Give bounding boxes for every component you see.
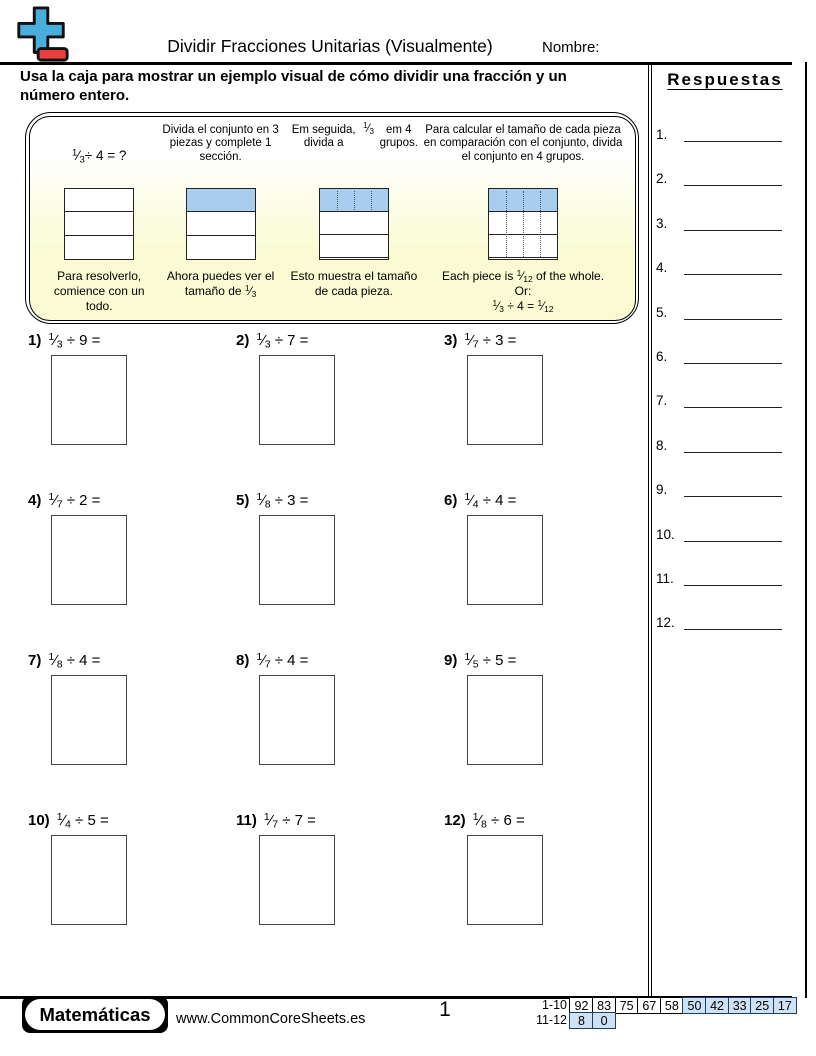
answer-item — [656, 610, 782, 630]
answer-blank-line[interactable] — [684, 432, 782, 453]
problem-number: 3) — [444, 332, 458, 349]
answer-number: 10. — [656, 527, 675, 542]
fraction: $^1⁄_3$ — [363, 120, 374, 136]
problem-expression: 7) $^1⁄_8 \div 4$ = — [28, 650, 101, 671]
problem-item — [236, 332, 436, 445]
fraction: $^1⁄_8$ — [472, 810, 487, 831]
problem-number: 6) — [444, 492, 458, 509]
example-model-square — [186, 188, 256, 260]
problem-item — [28, 652, 228, 765]
fraction: $^1⁄_7$ — [464, 330, 479, 351]
fraction: $^1⁄_7$ — [256, 650, 271, 671]
example-caption: Para resolverlo, comience con un todo. — [53, 268, 145, 313]
score-cell: 0 — [592, 1012, 616, 1029]
work-box[interactable] — [259, 355, 335, 445]
fraction: $^1⁄_4$ — [56, 810, 71, 831]
model-row — [320, 212, 388, 235]
fraction: $^1⁄_3$ — [492, 297, 504, 314]
answer-item — [656, 122, 782, 142]
fraction: $^1⁄_8$ — [48, 650, 63, 671]
score-cell: 25 — [750, 997, 774, 1014]
example-caption: Each piece is $^1⁄_{12}$ of the whole. Or: $^1⁄_3 \div 4$ = $^1⁄_{12}$ — [441, 267, 605, 314]
answers-panel — [652, 118, 794, 663]
problem-number: 2) — [236, 332, 250, 349]
page-number: 1 — [439, 998, 451, 1021]
score-cell: 92 — [569, 997, 593, 1014]
page-title: Dividir Fracciones Unitarias (Visualmente) — [167, 36, 493, 56]
problem-number: 8) — [236, 652, 250, 669]
example-caption: Ahora puedes ver el tamaño de $^1⁄_3$ — [166, 268, 275, 299]
score-cell: 8 — [569, 1012, 593, 1029]
problem-item — [28, 332, 228, 445]
problems-grid — [0, 330, 648, 952]
problem-expression: 3) $^1⁄_7 \div 3$ = — [444, 330, 517, 351]
problem-expression: 6) $^1⁄_4 \div 4$ = — [444, 490, 517, 511]
brand-label: Matemáticas — [25, 999, 165, 1030]
example-column — [424, 124, 623, 320]
answer-number: 7. — [656, 393, 668, 408]
score-cell: 67 — [637, 997, 661, 1014]
answer-number: 8. — [656, 438, 668, 453]
work-box[interactable] — [467, 675, 543, 765]
answer-number: 1. — [656, 127, 668, 142]
problem-item — [28, 492, 228, 605]
answer-number: 11. — [656, 571, 674, 586]
instructions-text: Usa la caja para mostrar un ejemplo visual de cómo dividir una fracción y un número entero. — [20, 68, 567, 104]
score-cell: 83 — [592, 997, 616, 1014]
problem-number: 7) — [28, 652, 42, 669]
example-model-square — [64, 188, 134, 260]
example-column — [157, 124, 284, 320]
answer-item — [656, 433, 782, 453]
problem-item — [236, 652, 436, 765]
dotted-group-lines — [489, 189, 557, 259]
model-row — [187, 236, 255, 259]
fraction: $^1⁄_4$ — [464, 490, 479, 511]
answer-item — [656, 166, 782, 186]
website-text: www.CommonCoreSheets.es — [176, 1011, 366, 1027]
answer-item — [656, 522, 782, 542]
problem-number: 9) — [444, 652, 458, 669]
work-box[interactable] — [467, 835, 543, 925]
answer-item — [656, 300, 782, 320]
right-border-line — [805, 62, 807, 998]
work-box[interactable] — [51, 675, 127, 765]
answer-number: 2. — [656, 171, 668, 186]
work-box[interactable] — [467, 515, 543, 605]
score-cell: 33 — [728, 997, 752, 1014]
example-caption: Esto muestra el tamaño de cada pieza. — [290, 268, 418, 298]
problem-expression: 11) $^1⁄_7 \div 7$ = — [236, 810, 316, 831]
problem-expression: 9) $^1⁄_5 \div 5$ = — [444, 650, 517, 671]
fraction: $^1⁄_8$ — [256, 490, 271, 511]
answer-blank-line[interactable] — [684, 609, 782, 630]
example-model-square — [319, 188, 389, 260]
brand-badge — [22, 996, 168, 1033]
problem-expression: 8) $^1⁄_7 \div 4$ = — [236, 650, 309, 671]
model-row — [65, 212, 133, 236]
problem-number: 1) — [28, 332, 42, 349]
score-cell: 50 — [682, 997, 706, 1014]
answer-item — [656, 211, 782, 231]
problem-number: 10) — [28, 812, 50, 829]
answers-title: Respuestas — [667, 70, 783, 89]
work-box[interactable] — [51, 515, 127, 605]
problem-number: 12) — [444, 812, 466, 829]
problem-number: 4) — [28, 492, 42, 509]
model-row — [187, 189, 255, 213]
fraction: $^1⁄_3$ — [244, 282, 257, 299]
problem-number: 5) — [236, 492, 250, 509]
answer-item — [656, 255, 782, 275]
score-cell: 42 — [705, 997, 729, 1014]
problem-expression: 5) $^1⁄_8 \div 3$ = — [236, 490, 309, 511]
problem-expression: 4) $^1⁄_7 \div 2$ = — [28, 490, 101, 511]
fraction: $^1⁄_5$ — [464, 650, 479, 671]
answer-number: 12. — [656, 615, 675, 630]
answer-number: 4. — [656, 260, 668, 275]
answer-item — [656, 344, 782, 364]
answer-blank-line[interactable] — [684, 210, 782, 231]
answer-blank-line[interactable] — [684, 121, 782, 142]
fraction: $^1⁄_{12}$ — [516, 267, 533, 284]
problem-item — [236, 812, 436, 925]
fraction: $^1⁄_3$ — [72, 147, 85, 166]
score-cell: 75 — [615, 997, 639, 1014]
example-model-square — [488, 188, 558, 260]
work-box[interactable] — [259, 675, 335, 765]
example-step-text: Para calcular el tamaño de cada pieza en comparación con el conjunto, divida el conjunto en 4 grupos. — [423, 123, 623, 163]
answer-blank-line[interactable] — [684, 343, 782, 364]
fraction: $^1⁄_{12}$ — [537, 297, 554, 314]
problem-number: 11) — [236, 812, 257, 829]
answer-blank-line[interactable] — [684, 165, 782, 186]
problem-item — [444, 332, 644, 445]
fraction: $^1⁄_3$ — [48, 330, 63, 351]
problem-expression: 1) $^1⁄_3 \div 9$ = — [28, 330, 101, 351]
model-row — [65, 189, 133, 213]
sidebar-separator-line — [648, 62, 652, 998]
score-cell: 58 — [660, 997, 684, 1014]
model-row — [187, 212, 255, 236]
score-cell: 17 — [773, 997, 797, 1014]
header-rule — [0, 62, 792, 65]
fraction: $^1⁄_7$ — [48, 490, 63, 511]
model-row — [65, 236, 133, 259]
work-box[interactable] — [51, 355, 127, 445]
problem-expression: 10) $^1⁄_4 \div 5$ = — [28, 810, 109, 831]
example-box — [25, 112, 639, 324]
answer-item — [656, 477, 782, 497]
answer-blank-line[interactable] — [684, 565, 782, 586]
answer-blank-line[interactable] — [684, 476, 782, 497]
score-table — [520, 997, 797, 1029]
answer-blank-line[interactable] — [684, 521, 782, 542]
problem-item — [236, 492, 436, 605]
work-box[interactable] — [259, 835, 335, 925]
example-column — [284, 120, 423, 320]
work-box[interactable] — [259, 515, 335, 605]
example-step-text: $^1⁄_3$ ÷ 4 = ? — [72, 147, 127, 166]
example-box-inner — [29, 116, 636, 321]
problem-expression: 2) $^1⁄_3 \div 7$ = — [236, 330, 309, 351]
answer-item — [656, 566, 782, 586]
answer-number: 5. — [656, 305, 668, 320]
model-row — [320, 235, 388, 258]
answer-item — [656, 388, 782, 408]
answer-blank-line[interactable] — [684, 387, 782, 408]
problem-expression: 12) $^1⁄_8 \div 6$ = — [444, 810, 525, 831]
problem-item — [444, 492, 644, 605]
answer-blank-line[interactable] — [684, 254, 782, 275]
fraction: $^1⁄_3$ — [256, 330, 271, 351]
example-step-text: Divida el conjunto en 3 piezas y complete 1 sección. — [162, 123, 279, 163]
work-box[interactable] — [467, 355, 543, 445]
work-box[interactable] — [51, 835, 127, 925]
plus-minus-icon — [13, 5, 71, 65]
example-column — [42, 124, 157, 320]
problem-item — [444, 812, 644, 925]
problem-item — [444, 652, 644, 765]
answer-blank-line[interactable] — [684, 299, 782, 320]
answer-number: 6. — [656, 349, 668, 364]
example-step-text: Em seguida, divida a $^1⁄_3$ em 4 grupos. — [291, 120, 418, 150]
dotted-group-lines — [320, 189, 388, 212]
fraction: $^1⁄_7$ — [263, 810, 279, 831]
score-row-label: 1-10 — [541, 998, 567, 1012]
problem-item — [28, 812, 228, 925]
answer-number: 9. — [656, 482, 668, 497]
score-row — [520, 1012, 797, 1029]
name-label: Nombre: — [542, 39, 600, 56]
answer-number: 3. — [656, 216, 668, 231]
score-row-label: 11-12 — [535, 1013, 567, 1028]
